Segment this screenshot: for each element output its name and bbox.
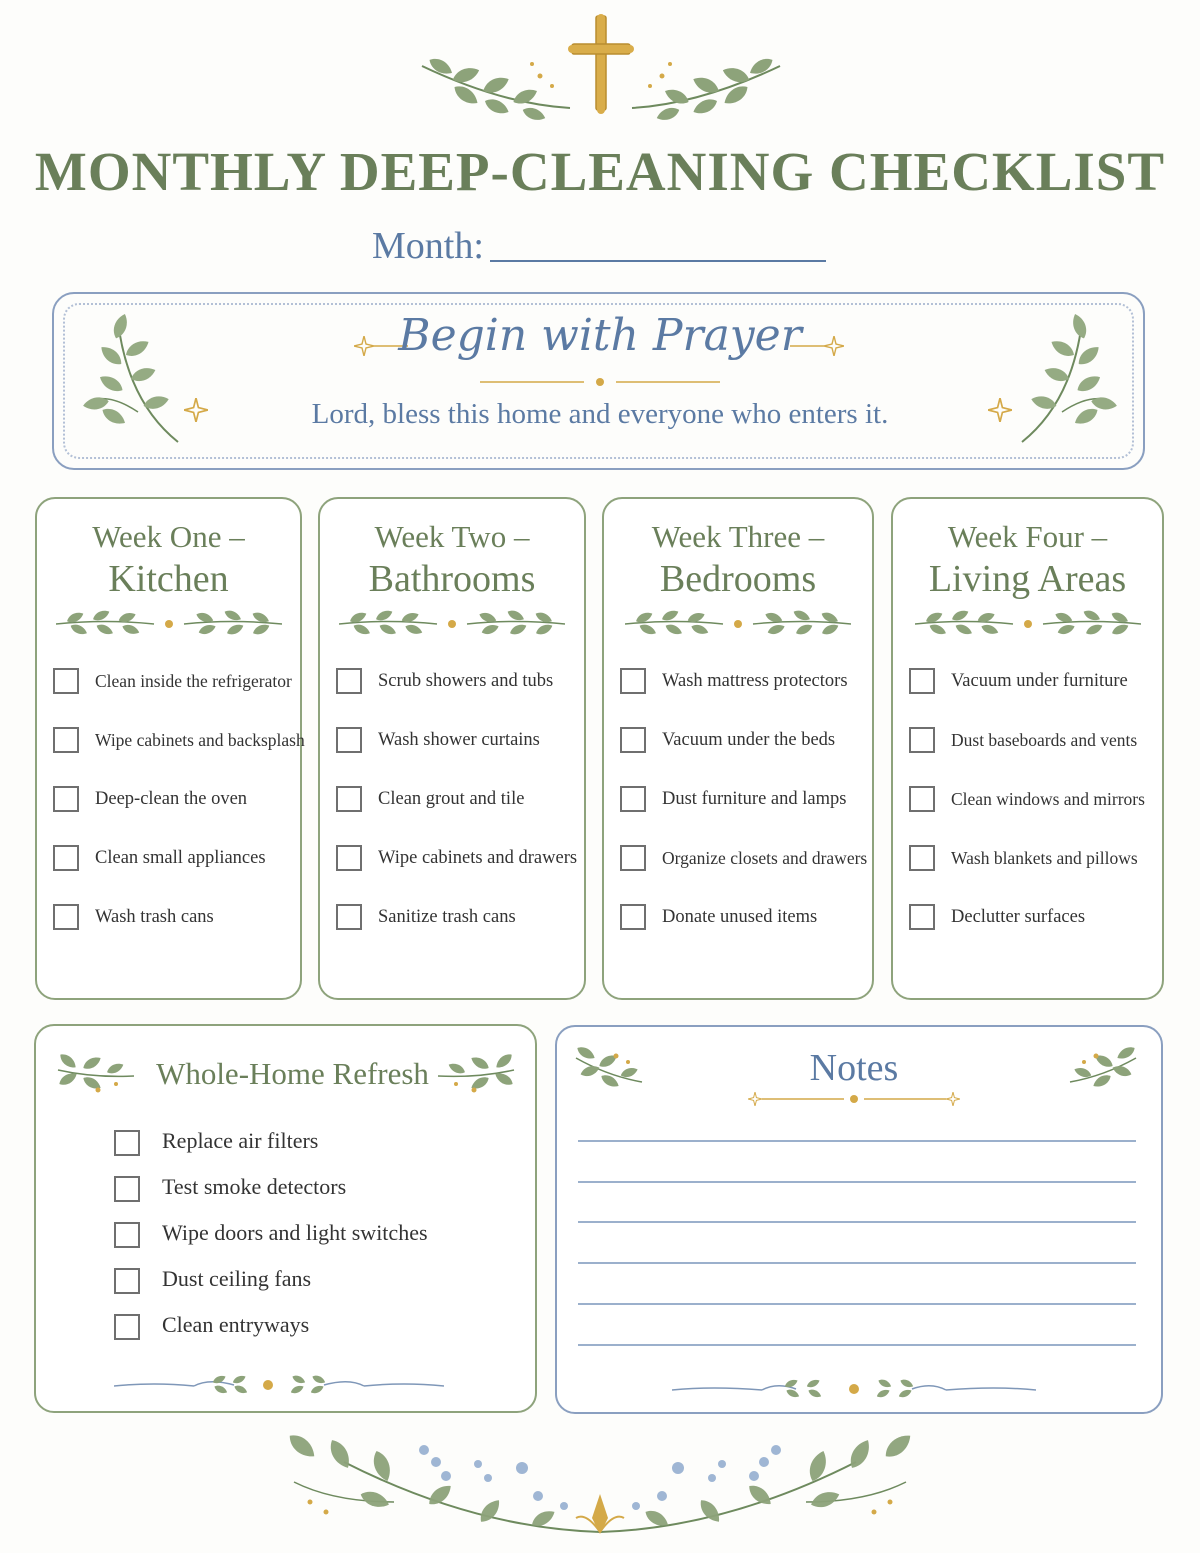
task-list bbox=[336, 671, 578, 966]
checkbox[interactable] bbox=[114, 1268, 140, 1294]
task-label: Wipe doors and light switches bbox=[162, 1220, 428, 1245]
task-list bbox=[620, 671, 866, 966]
task-item bbox=[53, 789, 294, 848]
task-label: Vacuum under the beds bbox=[662, 730, 836, 750]
task-item bbox=[336, 730, 578, 789]
task-label: Clean small appliances bbox=[95, 848, 266, 868]
whole-home-task-list bbox=[114, 1128, 428, 1358]
task-label: Sanitize trash cans bbox=[378, 907, 516, 927]
task-item bbox=[620, 671, 866, 730]
checkbox[interactable] bbox=[620, 845, 646, 871]
checkbox[interactable] bbox=[53, 668, 79, 694]
task-label: Wipe cabinets and drawers bbox=[378, 848, 578, 868]
leaf-sprig-icon bbox=[630, 46, 790, 120]
checkbox[interactable] bbox=[336, 727, 362, 753]
task-item bbox=[620, 730, 866, 789]
checkbox[interactable] bbox=[114, 1130, 140, 1156]
sparkle-divider-icon bbox=[748, 1090, 960, 1110]
task-item bbox=[114, 1266, 428, 1312]
task-label: Dust ceiling fans bbox=[162, 1266, 312, 1291]
task-item bbox=[114, 1174, 428, 1220]
checkbox[interactable] bbox=[53, 727, 79, 753]
task-label: Dust furniture and lamps bbox=[662, 789, 847, 809]
task-item bbox=[909, 671, 1156, 730]
checkbox[interactable] bbox=[114, 1314, 140, 1340]
week-card-bathrooms bbox=[318, 497, 586, 1000]
task-item bbox=[53, 848, 294, 907]
task-label: Clean inside the refrigerator bbox=[95, 671, 292, 691]
month-input-line[interactable] bbox=[490, 260, 826, 262]
task-label: Declutter surfaces bbox=[951, 907, 1086, 927]
prayer-title: Begin with Prayer bbox=[398, 310, 802, 361]
week-area: Living Areas bbox=[928, 558, 1127, 600]
task-item bbox=[336, 848, 578, 907]
task-item bbox=[909, 907, 1156, 966]
week-card-living-areas bbox=[891, 497, 1164, 1000]
checkbox[interactable] bbox=[620, 668, 646, 694]
task-label: Organize closets and drawers bbox=[662, 848, 868, 868]
task-item bbox=[114, 1220, 428, 1266]
leaf-divider-icon bbox=[56, 607, 282, 641]
task-label: Dust baseboards and vents bbox=[951, 730, 1138, 750]
week-label: Week Three – bbox=[651, 519, 825, 554]
task-item bbox=[114, 1128, 428, 1174]
task-label: Clean grout and tile bbox=[378, 789, 525, 809]
note-line[interactable] bbox=[578, 1303, 1136, 1305]
checkbox[interactable] bbox=[909, 845, 935, 871]
whole-home-title: Whole-Home Refresh bbox=[156, 1056, 429, 1091]
task-label: Deep-clean the oven bbox=[95, 789, 248, 809]
cross-icon bbox=[566, 14, 636, 114]
task-label: Wash blankets and pillows bbox=[951, 848, 1138, 868]
checkbox[interactable] bbox=[114, 1176, 140, 1202]
leaf-divider-icon bbox=[915, 607, 1141, 641]
task-item bbox=[53, 730, 305, 789]
task-label: Clean windows and mirrors bbox=[951, 789, 1145, 809]
checkbox[interactable] bbox=[53, 786, 79, 812]
task-item bbox=[620, 848, 866, 907]
checkbox[interactable] bbox=[336, 786, 362, 812]
task-list bbox=[53, 671, 305, 966]
task-item bbox=[114, 1312, 428, 1358]
task-item bbox=[909, 848, 1156, 907]
task-item bbox=[53, 907, 294, 966]
task-label: Test smoke detectors bbox=[162, 1174, 347, 1199]
checkbox[interactable] bbox=[336, 668, 362, 694]
checkbox[interactable] bbox=[336, 845, 362, 871]
note-line[interactable] bbox=[578, 1262, 1136, 1264]
task-label: Wash mattress protectors bbox=[662, 671, 848, 691]
task-item bbox=[336, 671, 578, 730]
task-label: Wipe cabinets and backsplash bbox=[95, 730, 305, 750]
page-title: MONTHLY DEEP-CLEANING CHECKLIST bbox=[34, 141, 1166, 202]
month-label: Month: bbox=[372, 225, 484, 267]
task-item bbox=[620, 907, 866, 966]
task-list bbox=[909, 671, 1156, 966]
checkbox[interactable] bbox=[909, 668, 935, 694]
task-item bbox=[909, 730, 1156, 789]
flourish-divider-icon bbox=[114, 1372, 444, 1398]
week-area: Bathrooms bbox=[368, 558, 536, 600]
task-label: Vacuum under furniture bbox=[951, 671, 1128, 691]
task-label: Scrub showers and tubs bbox=[378, 671, 554, 691]
notes-title: Notes bbox=[809, 1047, 899, 1089]
week-area: Kitchen bbox=[108, 558, 229, 600]
week-label: Week One – bbox=[92, 519, 245, 554]
leaf-divider-icon bbox=[339, 607, 565, 641]
task-item bbox=[620, 789, 866, 848]
task-label: Wash shower curtains bbox=[378, 730, 540, 750]
leaf-sprig-icon bbox=[412, 46, 572, 120]
checkbox[interactable] bbox=[53, 904, 79, 930]
week-label: Week Two – bbox=[374, 519, 530, 554]
note-line[interactable] bbox=[578, 1344, 1136, 1346]
note-line[interactable] bbox=[578, 1221, 1136, 1223]
divider bbox=[480, 374, 720, 390]
task-label: Clean entryways bbox=[162, 1312, 310, 1337]
prayer-text: Lord, bless this home and everyone who enters it. bbox=[311, 398, 889, 430]
task-item bbox=[336, 907, 578, 966]
task-item bbox=[336, 789, 578, 848]
week-label: Week Four – bbox=[947, 519, 1108, 554]
checkbox[interactable] bbox=[909, 786, 935, 812]
floral-garland-icon bbox=[274, 1432, 926, 1540]
checkbox[interactable] bbox=[620, 727, 646, 753]
checkbox[interactable] bbox=[336, 904, 362, 930]
task-item bbox=[909, 789, 1156, 848]
checkbox[interactable] bbox=[53, 845, 79, 871]
checkbox[interactable] bbox=[620, 904, 646, 930]
flourish-divider-icon bbox=[672, 1376, 1036, 1402]
leaf-divider-icon bbox=[625, 607, 851, 641]
checkbox[interactable] bbox=[909, 904, 935, 930]
task-label: Wash trash cans bbox=[95, 907, 214, 927]
task-label: Donate unused items bbox=[662, 907, 818, 927]
week-card-bedrooms bbox=[602, 497, 874, 1000]
week-card-kitchen bbox=[35, 497, 305, 1000]
checkbox[interactable] bbox=[620, 786, 646, 812]
task-item bbox=[53, 671, 294, 730]
checkbox[interactable] bbox=[114, 1222, 140, 1248]
task-label: Replace air filters bbox=[162, 1128, 319, 1153]
note-line[interactable] bbox=[578, 1140, 1136, 1142]
note-line[interactable] bbox=[578, 1181, 1136, 1183]
week-area: Bedrooms bbox=[659, 558, 817, 600]
checkbox[interactable] bbox=[909, 727, 935, 753]
